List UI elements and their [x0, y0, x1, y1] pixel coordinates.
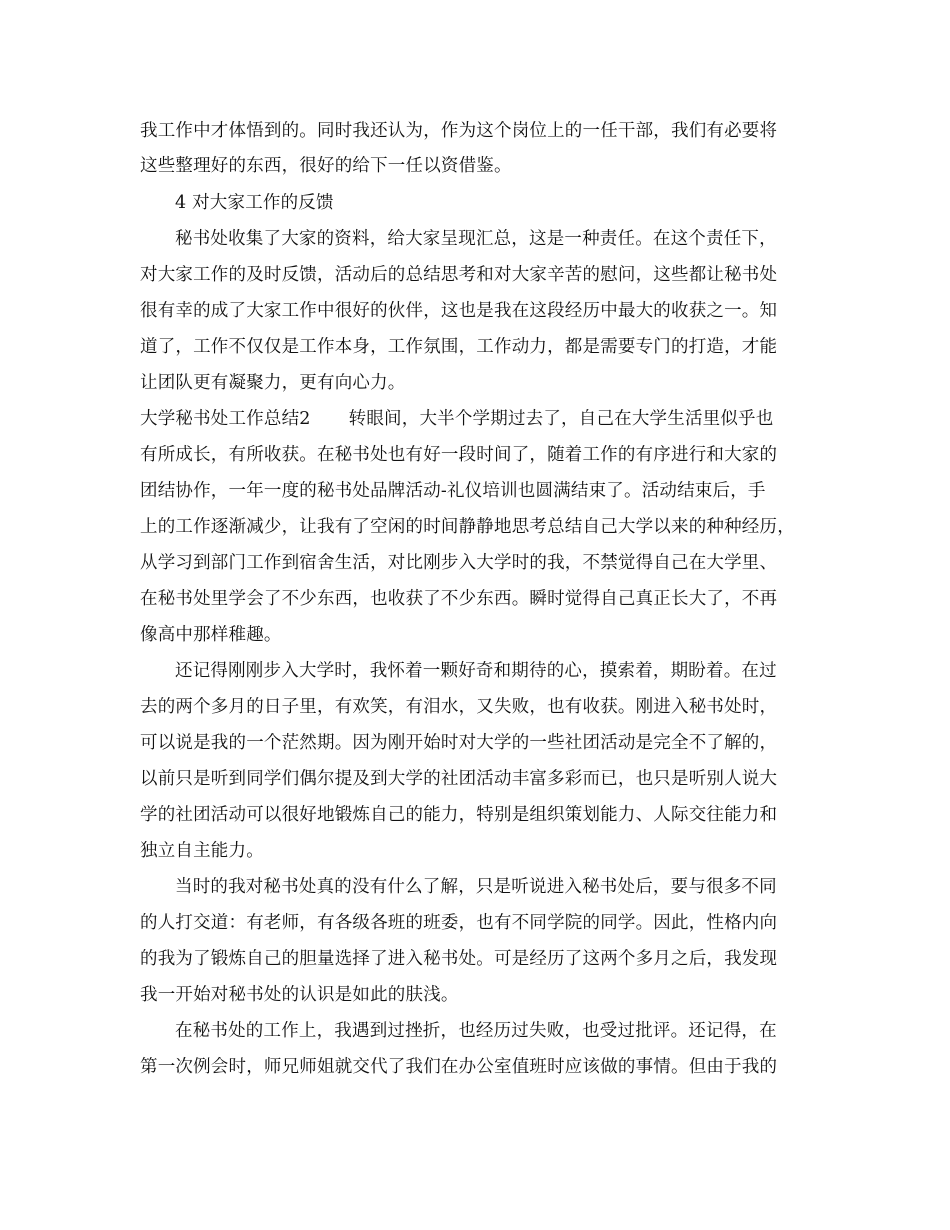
text-line: 秘书处收集了大家的资料，给大家呈现汇总，这是一种责任。在这个责任下，: [175, 229, 777, 249]
text-line: 第一次例会时，师兄师姐就交代了我们在办公室值班时应该做的事情。但由于我的: [140, 1057, 778, 1077]
text-line: 还记得刚刚步入大学时，我怀着一颗好奇和期待的心，摸索着，期盼着。在过: [175, 661, 777, 681]
text-line: 让团队更有凝聚力，更有向心力。: [140, 373, 406, 393]
section-heading: 4 对大家工作的反馈: [175, 193, 334, 213]
text-line: 当时的我对秘书处真的没有什么了解，只是听说进入秘书处后，要与很多不同: [175, 877, 777, 897]
text-line: 的我为了锻炼自己的胆量选择了进入秘书处。可是经历了这两个多月之后，我发现: [140, 949, 778, 969]
text-line: 我工作中才体悟到的。同时我还认为，作为这个岗位上的一任干部，我们有必要将: [140, 121, 778, 141]
article-title: 大学秘书处工作总结2: [140, 409, 311, 429]
text-line: 像高中那样稚趣。: [140, 625, 282, 645]
text-line: 去的两个多月的日子里，有欢笑，有泪水，又失败，也有收获。刚进入秘书处时，: [140, 697, 778, 717]
text-line: 很有幸的成了大家工作中很好的伙伴，这也是我在这段经历中最大的收获之一。知: [140, 301, 778, 321]
text-line: 这些整理好的东西，很好的给下一任以资借鉴。: [140, 156, 512, 176]
text-line: 转眼间，大半个学期过去了，自己在大学生活里似乎也: [348, 409, 774, 429]
text-line: 从学习到部门工作到宿舍生活，对比刚步入大学时的我，不禁觉得自己在大学里、: [140, 553, 778, 573]
text-line: 对大家工作的及时反馈，活动后的总结思考和对大家辛苦的慰问，这些都让秘书处: [140, 265, 778, 285]
text-line: 我一开始对秘书处的认识是如此的肤浅。: [140, 985, 459, 1005]
text-line: [140, 407, 820, 431]
text-line: 在秘书处里学会了不少东西，也收获了不少东西。瞬时觉得自己真正长大了，不再: [140, 589, 778, 609]
text-line: 团结协作，一年一度的秘书处品牌活动-礼仪培训也圆满结束了。活动结束后，手: [140, 481, 766, 501]
text-line: 以前只是听到同学们偶尔提及到大学的社团活动丰富多彩而已，也只是听别人说大: [140, 769, 778, 789]
text-line: 学的社团活动可以很好地锻炼自己的能力，特别是组织策划能力、人际交往能力和: [140, 805, 778, 825]
text-line: 的人打交道：有老师，有各级各班的班委，也有不同学院的同学。因此，性格内向: [140, 913, 778, 933]
text-line: 独立自主能力。: [140, 841, 264, 861]
text-line: 道了，工作不仅仅是工作本身，工作氛围，工作动力，都是需要专门的打造，才能: [140, 337, 778, 357]
text-line: 可以说是我的一个茫然期。因为刚开始时对大学的一些社团活动是完全不了解的，: [140, 733, 778, 753]
text-line: 上的工作逐渐减少，让我有了空闲的时间静静地思考总结自己大学以来的种种经历，: [140, 517, 795, 537]
text-line: 有所成长，有所收获。在秘书处也有好一段时间了，随着工作的有序进行和大家的: [140, 445, 778, 465]
text-line: 在秘书处的工作上，我遇到过挫折，也经历过失败，也受过批评。还记得，在: [175, 1021, 777, 1041]
